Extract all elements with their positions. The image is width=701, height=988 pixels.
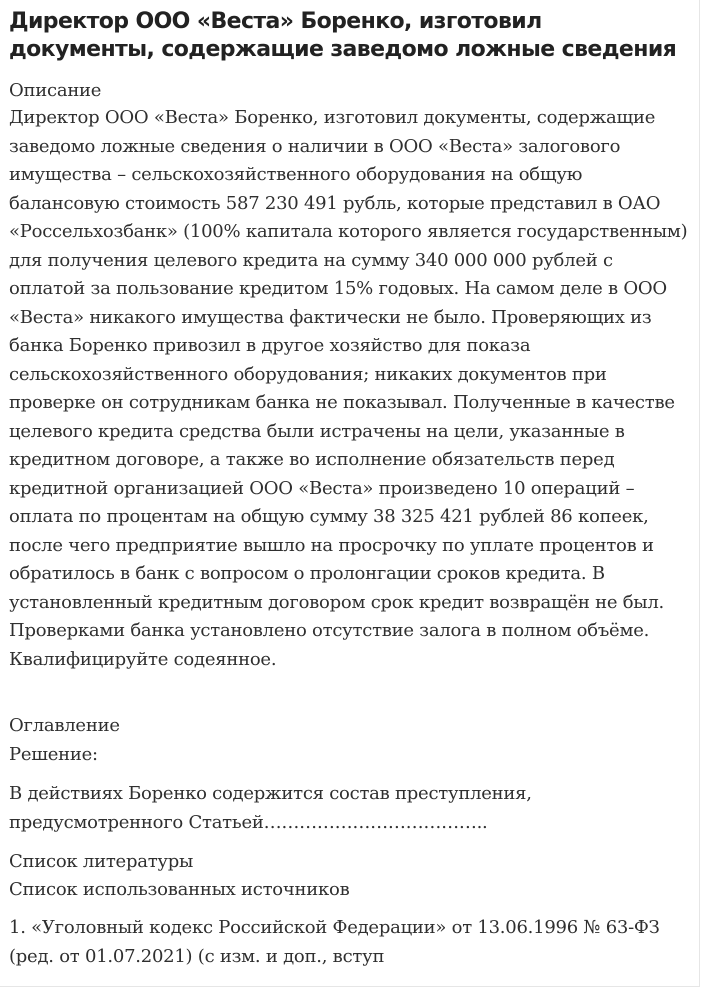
solution-heading: Решение: — [9, 744, 98, 765]
description-heading: Описание — [9, 80, 102, 101]
page-title: Директор ООО «Веста» Боренко, изготовил документы, содержащие заведомо ложные сведения — [9, 9, 677, 62]
sources-heading: Список использованных источников — [9, 879, 350, 900]
source-item-1: 1. «Уголовный кодекс Российской Федерации» от 13.06.1996 № 63-ФЗ (ред. от 01.07.2021) (с изм. и доп., вступ — [9, 917, 660, 967]
solution-text: В действиях Боренко содержится состав преступления, предусмотренного Статьей……………………………….. — [9, 783, 532, 833]
bibliography-heading: Список литературы — [9, 851, 194, 872]
description-text: Директор ООО «Веста» Боренко, изготовил документы, содержащие заведомо ложные сведения о наличии в ООО «Веста» залогового имущества – сельскохозяйственного оборудования на общую балансовую стоимость 587 230 491 рубль, которые представил в ОАО «Россельхозбанк» (100% капитала которого является государственным) для получения целевого кредита на сумму 340 000 000 рублей с оплатой за пользование кредитом 15% годовых. На самом деле в ООО «Веста» никакого имущества фактически не было. Проверяющих из банка Боренко привозил в другое хозяйство для показа сельскохозяйственного оборудования; никаких документов при проверке он сотрудникам банка не показывал. Полученные в качестве целевого кредита средства были истрачены на цели, указанные в кредитном договоре, а также во исполнение обязательств перед кредитной организацией ООО «Веста» произведено 10 операций – оплата по процентам на общую сумму 38 325 421 рублей 86 копеек, после чего предприятие вышло на просрочку по уплате процентов и обратилось в банк с вопросом о пролонгации сроков кредита. В установленный кредитным договором срок кредит возвращён не был. Проверками банка установлено отсутствие залога в полном объёме. Квалифицируйте содеянное. — [9, 107, 688, 670]
toc-heading: Оглавление — [9, 715, 120, 736]
